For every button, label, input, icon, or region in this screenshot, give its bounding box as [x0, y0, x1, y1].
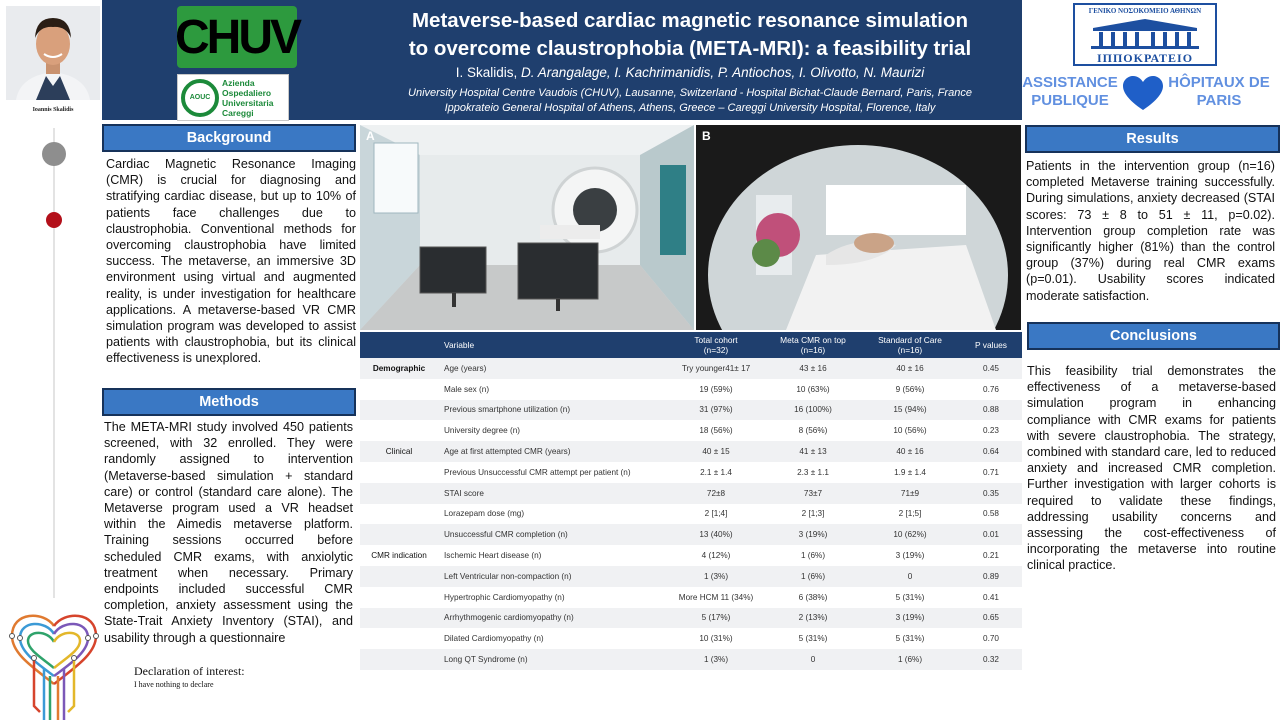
- row-group-cell: [360, 379, 438, 400]
- row-variable-cell: Dilated Cardiomyopathy (n): [438, 628, 666, 649]
- panel-a-label: A: [366, 129, 375, 143]
- row-total-cell: 5 (17%): [666, 608, 766, 629]
- row-meta-cell: 2 (13%): [766, 608, 860, 629]
- row-meta-cell: 43 ± 16: [766, 358, 860, 379]
- row-group-cell: [360, 628, 438, 649]
- row-variable-cell: Ischemic Heart disease (n): [438, 545, 666, 566]
- table-row: [360, 566, 1022, 587]
- row-meta-cell: 2 [1;3]: [766, 504, 860, 525]
- row-total-cell: 18 (56%): [666, 420, 766, 441]
- row-total-cell: 1 (3%): [666, 566, 766, 587]
- row-group-cell: [360, 524, 438, 545]
- table-row: [360, 608, 1022, 629]
- vr-scanner-view-image: [696, 125, 1021, 330]
- row-variable-cell: Previous smartphone utilization (n): [438, 400, 666, 421]
- row-group-cell: [360, 483, 438, 504]
- row-soc-cell: 71±9: [860, 483, 960, 504]
- authors: [300, 65, 1080, 80]
- table-header-row: [360, 332, 1022, 358]
- background-heading: Background: [102, 124, 356, 152]
- chuv-logo-text: CHUV: [175, 10, 300, 64]
- row-meta-cell: 41 ± 13: [766, 441, 860, 462]
- table-row: [360, 379, 1022, 400]
- row-p-value-cell: 0.70: [960, 628, 1022, 649]
- table-body: [360, 358, 1022, 670]
- careggi-logo: [177, 74, 289, 121]
- row-soc-cell: 0: [860, 566, 960, 587]
- careggi-text: Azienda Ospedaliero Universitaria Careggi: [222, 78, 274, 118]
- title-line-1: Metaverse-based cardiac magnetic resonance simulation: [411, 9, 968, 32]
- row-soc-cell: 10 (62%): [860, 524, 960, 545]
- row-variable-cell: Long QT Syndrome (n): [438, 649, 666, 670]
- row-total-cell: 19 (59%): [666, 379, 766, 400]
- row-p-value-cell: 0.21: [960, 545, 1022, 566]
- presenter-name: Ioannis Skalidis: [32, 107, 74, 113]
- results-heading: Results: [1025, 125, 1280, 153]
- row-group-cell: [360, 420, 438, 441]
- title-line-2: to overcome claustrophobia (META-MRI): a feasibility trial: [408, 37, 972, 60]
- background-text: Cardiac Magnetic Resonance Imaging (CMR) is crucial for diagnosing and stratifying cardiac disease, but up to 10% of patients face challenges due to claustrophobia. Conventional methods for overcoming claustrophobia have limited success. The metaverse, an immersive 3D environment using virtual and augmented reality, is under investigation for healthcare applications. A metaverse-based VR CMR simulation program was developed to assist patients with claustrophobia, but its clinical effectiveness is unexplored.: [106, 157, 356, 366]
- row-total-cell: 2.1 ± 1.4: [666, 462, 766, 483]
- row-p-value-cell: 0.01: [960, 524, 1022, 545]
- methods-heading: Methods: [102, 388, 356, 416]
- col-header-soc: Standard of Care (n=16): [860, 332, 960, 358]
- row-total-cell: 2 [1;4]: [666, 504, 766, 525]
- row-p-value-cell: 0.89: [960, 566, 1022, 587]
- hippokrateio-name: ΙΠΠΟΚΡΑΤΕΙΟ: [1096, 51, 1194, 65]
- row-soc-cell: 1 (6%): [860, 649, 960, 670]
- row-total-cell: 72±8: [666, 483, 766, 504]
- results-text: Patients in the intervention group (n=16) completed Metaverse training successfully. During simulations, anxiety decreased (STAI scores: 73 ± 8 to 51 ± 11, p=0.02). Intervention group completion rate was significantly higher (81%) than the control group (37%) during real CMR exams (p=0.01). Usability scores indicated moderate satisfaction.: [1026, 159, 1275, 303]
- row-group-cell: [360, 649, 438, 670]
- col-header-group: [360, 332, 438, 358]
- col-header-total: Total cohort (n=32): [666, 332, 766, 358]
- row-variable-cell: STAI score: [438, 483, 666, 504]
- row-soc-cell: 10 (56%): [860, 420, 960, 441]
- heart-icon: [1122, 76, 1164, 112]
- timeline-line: [53, 128, 55, 598]
- affiliation: [300, 86, 1080, 116]
- row-total-cell: More HCM 11 (34%): [666, 587, 766, 608]
- row-variable-cell: Age at first attempted CMR (years): [438, 441, 666, 462]
- table-row: [360, 628, 1022, 649]
- row-soc-cell: 40 ± 16: [860, 358, 960, 379]
- row-total-cell: Try younger41± 17: [666, 358, 766, 379]
- circuit-heart-icon: [4, 606, 104, 720]
- conclusions-heading: Conclusions: [1027, 322, 1280, 350]
- row-group-cell: [360, 608, 438, 629]
- baseline-characteristics-table: [360, 332, 1022, 670]
- timeline-dot-red: [46, 212, 62, 228]
- row-group-cell: Demographic: [360, 358, 438, 379]
- row-total-cell: 31 (97%): [666, 400, 766, 421]
- row-p-value-cell: 0.76: [960, 379, 1022, 400]
- chuv-logo: [175, 6, 300, 68]
- table-row: [360, 545, 1022, 566]
- row-soc-cell: 3 (19%): [860, 608, 960, 629]
- hippokrateio-top-text: ΓΕΝΙΚΟ ΝΟΣΟΚΟΜΕΙΟ ΑΘΗΝΩΝ: [1088, 7, 1202, 15]
- affiliation-line-2: Ippokrateio General Hospital of Athens, Athens, Greece – Careggi University Hospital, Florence, Italy: [444, 102, 936, 114]
- row-soc-cell: 2 [1;5]: [860, 504, 960, 525]
- row-p-value-cell: 0.35: [960, 483, 1022, 504]
- table-row: [360, 441, 1022, 462]
- declaration-title: Declaration of interest:: [134, 664, 245, 678]
- conclusions-text: This feasibility trial demonstrates the effectiveness of a metaverse-based simulation program in enhancing compliance with CMR exams for patients with severe claustrophobia. The strategy, combined with standard care, led to reduced anxiety and increased CMR completion. Further investigation with larger cohorts is required to validate these findings, addressing usability concerns and assessing the cost-effectiveness of incorporating the metaverse into routine clinical practice.: [1027, 364, 1276, 573]
- row-soc-cell: 5 (31%): [860, 587, 960, 608]
- row-group-cell: CMR indication: [360, 545, 438, 566]
- col-header-p: P values: [960, 332, 1022, 358]
- poster-title: [300, 7, 1080, 63]
- row-total-cell: 10 (31%): [666, 628, 766, 649]
- careggi-mark: [181, 79, 219, 117]
- row-meta-cell: 1 (6%): [766, 566, 860, 587]
- row-meta-cell: 6 (38%): [766, 587, 860, 608]
- row-meta-cell: 0: [766, 649, 860, 670]
- table-row: [360, 420, 1022, 441]
- row-soc-cell: 3 (19%): [860, 545, 960, 566]
- row-p-value-cell: 0.58: [960, 504, 1022, 525]
- row-variable-cell: Left Ventricular non-compaction (n): [438, 566, 666, 587]
- row-variable-cell: Arrhythmogenic cardiomyopathy (n): [438, 608, 666, 629]
- row-soc-cell: 40 ± 16: [860, 441, 960, 462]
- table-row: [360, 587, 1022, 608]
- row-variable-cell: University degree (n): [438, 420, 666, 441]
- authors-presenter: I. Skalidis,: [455, 65, 522, 80]
- row-variable-cell: Previous Unsuccessful CMR attempt per patient (n): [438, 462, 666, 483]
- row-group-cell: Clinical: [360, 441, 438, 462]
- row-group-cell: [360, 587, 438, 608]
- hippokrateio-logo: [1073, 3, 1217, 66]
- row-total-cell: 1 (3%): [666, 649, 766, 670]
- table-row: [360, 524, 1022, 545]
- affiliation-line-1: University Hospital Centre Vaudois (CHUV), Lausanne, Switzerland - Hospital Bichat-Claude Bernard, Paris, France: [408, 87, 972, 99]
- row-total-cell: 40 ± 15: [666, 441, 766, 462]
- row-meta-cell: 10 (63%): [766, 379, 860, 400]
- row-variable-cell: Age (years): [438, 358, 666, 379]
- row-p-value-cell: 0.41: [960, 587, 1022, 608]
- row-total-cell: 4 (12%): [666, 545, 766, 566]
- table-row: [360, 504, 1022, 525]
- row-soc-cell: 5 (31%): [860, 628, 960, 649]
- timeline-dot-grey: [42, 142, 66, 166]
- row-p-value-cell: 0.64: [960, 441, 1022, 462]
- table-row: [360, 400, 1022, 421]
- row-variable-cell: Hypertrophic Cardiomyopathy (n): [438, 587, 666, 608]
- table-row: [360, 649, 1022, 670]
- temple-icon: [1089, 18, 1201, 50]
- careggi-mark-text: AOUC: [189, 94, 211, 101]
- declaration-text: I have nothing to declare: [134, 680, 214, 689]
- row-variable-cell: Male sex (n): [438, 379, 666, 400]
- row-variable-cell: Lorazepam dose (mg): [438, 504, 666, 525]
- authors-rest: D. Arangalage, I. Kachrimanidis, P. Antiochos, I. Olivotto, N. Maurizi: [521, 65, 925, 80]
- row-p-value-cell: 0.65: [960, 608, 1022, 629]
- row-meta-cell: 5 (31%): [766, 628, 860, 649]
- row-meta-cell: 1 (6%): [766, 545, 860, 566]
- row-group-cell: [360, 504, 438, 525]
- aphp-left-text: ASSISTANCE PUBLIQUE: [1022, 74, 1118, 109]
- row-meta-cell: 3 (19%): [766, 524, 860, 545]
- row-group-cell: [360, 400, 438, 421]
- col-header-variable: Variable: [438, 332, 666, 358]
- row-variable-cell: Unsuccessful CMR completion (n): [438, 524, 666, 545]
- row-p-value-cell: 0.88: [960, 400, 1022, 421]
- row-meta-cell: 2.3 ± 1.1: [766, 462, 860, 483]
- row-soc-cell: 1.9 ± 1.4: [860, 462, 960, 483]
- row-soc-cell: 15 (94%): [860, 400, 960, 421]
- row-group-cell: [360, 462, 438, 483]
- aphp-logo: [1020, 74, 1272, 114]
- row-meta-cell: 8 (56%): [766, 420, 860, 441]
- panel-b-label: B: [702, 129, 711, 143]
- row-p-value-cell: 0.32: [960, 649, 1022, 670]
- row-p-value-cell: 0.71: [960, 462, 1022, 483]
- vr-room-image: [360, 125, 694, 330]
- aphp-right-text: HÔPITAUX DE PARIS: [1168, 74, 1270, 109]
- table-row: [360, 462, 1022, 483]
- row-p-value-cell: 0.45: [960, 358, 1022, 379]
- row-soc-cell: 9 (56%): [860, 379, 960, 400]
- presenter-photo: [6, 6, 100, 100]
- row-meta-cell: 73±7: [766, 483, 860, 504]
- row-group-cell: [360, 566, 438, 587]
- table-row: [360, 483, 1022, 504]
- row-total-cell: 13 (40%): [666, 524, 766, 545]
- row-p-value-cell: 0.23: [960, 420, 1022, 441]
- methods-text: The META-MRI study involved 450 patients screened, with 32 enrolled. They were randomly assigned to intervention (Metaverse-based simulation + standard care) or control (standard care alone). The Metaverse program used a VR headset within the Aimedis metaverse platform. Training sessions occurred before scheduled CMR exams, with anxiolytic treatment when necessary. Primary endpoints included successful CMR completion, anxiety assessment using the State-Trait Anxiety Inventory (STAI), and usability through a questionnaire: [104, 420, 353, 645]
- row-meta-cell: 16 (100%): [766, 400, 860, 421]
- col-header-meta: Meta CMR on top (n=16): [766, 332, 860, 358]
- table-row: [360, 358, 1022, 379]
